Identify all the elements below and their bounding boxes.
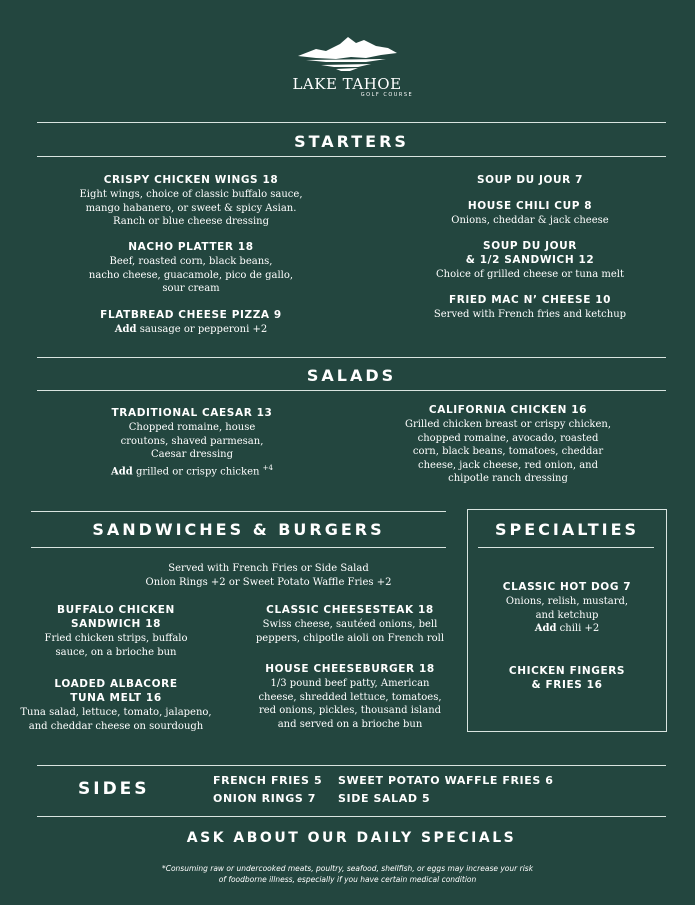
item-name: CLASSIC CHEESESTEAK 18 (266, 604, 434, 616)
sandwiches-intro: Served with French Fries or Side Salad Onion Rings +2 or Sweet Potato Waffle Fries +2 (145, 563, 392, 588)
menu-item-tuna-melt (16, 677, 216, 733)
item-name: CALIFORNIA CHICKEN 16 (428, 404, 588, 416)
item-name: BUFFALO CHICKEN SANDWICH 18 (57, 604, 175, 630)
divider (37, 357, 666, 358)
divider (478, 547, 654, 548)
item-name: CHICKEN FINGERS & FRIES 16 (508, 665, 626, 691)
menu-item-chicken-wings (66, 173, 316, 229)
item-name: HOUSE CHEESEBURGER 18 (265, 663, 435, 675)
item-name: SOUP DU JOUR & 1/2 SANDWICH 12 (465, 240, 595, 266)
side-item: SWEET POTATO WAFFLE FRIES 6 (338, 774, 554, 787)
divider (31, 511, 446, 512)
sandwiches-heading: SANDWICHES & BURGERS (92, 520, 385, 539)
item-description: Eight wings, choice of classic buffalo sauce, mango habanero, or sweet & spicy Asian. Ranch or blue cheese dressing (79, 189, 303, 228)
item-description: 1/3 pound beef patty, American cheese, shredded lettuce, tomatoes, red onions, pickles, thousand island and served on a brioche bun (258, 678, 442, 730)
divider (37, 390, 666, 391)
divider (37, 156, 666, 157)
item-description: Choice of grilled cheese or tuna melt (436, 269, 624, 280)
menu-item-hot-dog (467, 580, 667, 636)
daily-specials-banner: ASK ABOUT OUR DAILY SPECIALS (186, 830, 517, 846)
item-description: Chopped romaine, house croutons, shaved parmesan, Caesar dressing Add grilled or crispy chicken $^{+4}$ (111, 422, 273, 478)
item-name: LOADED ALBACORE TUNA MELT 16 (54, 678, 178, 704)
sides-heading: SIDES (78, 779, 150, 799)
item-description: Onions, relish, mustard, and ketchup Add chili +2 (505, 596, 629, 635)
menu-item-house-chili (405, 199, 655, 228)
item-description: Fried chicken strips, buffalo sauce, on a brioche bun (44, 633, 188, 658)
item-name: HOUSE CHILI CUP 8 (467, 200, 593, 212)
item-description: Tuna salad, lettuce, tomato, jalapeno, and cheddar cheese on sourdough (20, 707, 212, 732)
logo-name: LAKE TAHOE (292, 75, 402, 93)
item-name: CLASSIC HOT DOG 7 (502, 581, 632, 593)
divider (31, 547, 446, 548)
menu-item-fried-mac (405, 293, 655, 322)
specialties-heading: SPECIALTIES (494, 520, 640, 539)
item-description: Beef, roasted corn, black beans, nacho cheese, guacamole, pico de gallo, sour cream (88, 256, 294, 295)
item-description: Onions, cheddar & jack cheese (451, 215, 609, 226)
menu-item-california-chicken (383, 403, 633, 486)
side-item: ONION RINGS 7 (213, 792, 317, 805)
menu-item-cheeseburger (235, 662, 465, 731)
logo-subtitle: GOLF COURSE (360, 92, 414, 98)
item-description: Swiss cheese, sautéed onions, bell peppers, chipotle aioli on French roll (255, 619, 445, 644)
menu-item-nacho-platter (66, 240, 316, 296)
mountain-logo-icon (296, 34, 399, 72)
side-item: FRENCH FRIES 5 (213, 774, 323, 787)
divider (37, 122, 666, 123)
menu-item-cheesesteak (235, 603, 465, 645)
item-description: Grilled chicken breast or crispy chicken, chopped romaine, avocado, roasted corn, black beans, tomatoes, cheddar cheese, jack cheese, red onion, and chipotle ranch dressing (404, 419, 612, 485)
divider (37, 765, 666, 766)
side-item: SIDE SALAD 5 (338, 792, 431, 805)
disclaimer: *Consuming raw or undercooked meats, poultry, seafood, shellfish, or eggs may increase your risk of foodborne illness, especially if you have certain medical condition (161, 864, 534, 884)
menu-item-chicken-fingers (467, 664, 667, 692)
divider (37, 816, 666, 817)
salads-heading: SALADS (306, 366, 397, 385)
item-name: CRISPY CHICKEN WINGS 18 (103, 174, 279, 186)
item-name: TRADITIONAL CAESAR 13 (111, 407, 273, 419)
menu-item-flatbread-pizza (66, 308, 316, 337)
item-name: FLATBREAD CHEESE PIZZA 9 (100, 309, 282, 321)
item-description: Served with French fries and ketchup (433, 309, 627, 320)
item-name: FRIED MAC N’ CHEESE 10 (448, 294, 612, 306)
menu-item-soup-du-jour (405, 173, 655, 187)
starters-heading: STARTERS (294, 132, 409, 151)
menu-item-soup-and-sandwich (405, 239, 655, 282)
item-name: NACHO PLATTER 18 (128, 241, 254, 253)
item-description: Add sausage or pepperoni +2 (114, 324, 268, 335)
menu-item-caesar (67, 406, 317, 479)
menu-item-buffalo-chicken-sandwich (16, 603, 216, 659)
item-name: SOUP DU JOUR 7 (476, 174, 584, 186)
